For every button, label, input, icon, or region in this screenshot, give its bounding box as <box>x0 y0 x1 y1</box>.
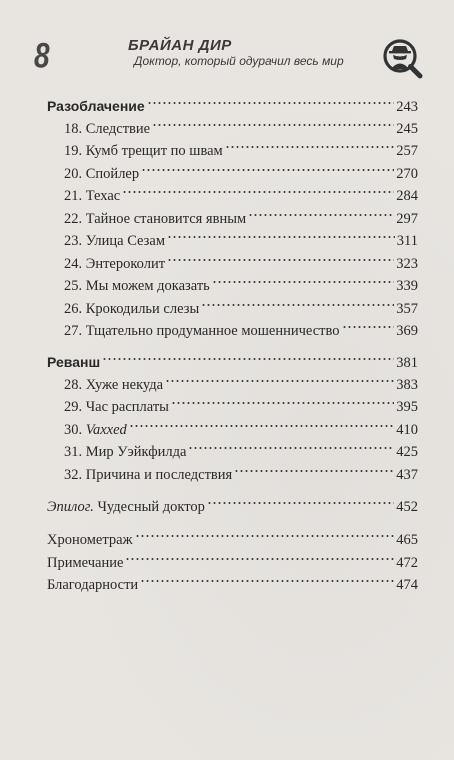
toc-section-heading <box>47 95 418 117</box>
chapter-number: 30. <box>64 421 86 438</box>
chapter-page: 410 <box>396 421 418 438</box>
chapter-page: 311 <box>396 233 418 249</box>
chapter-page: 270 <box>396 165 418 182</box>
toc-entry <box>64 275 418 297</box>
chapter-title: 24. Энтероколит <box>64 255 166 272</box>
epilogue-name: Чудесный доктор <box>93 499 205 515</box>
back-matter-title: Хронометраж <box>47 532 133 548</box>
chapter-title: 27. Тщательно продуманное мошенничество <box>64 323 340 339</box>
toc-entry <box>64 118 418 140</box>
toc-back-matter <box>47 574 418 596</box>
running-head-author: БРАЙАН ДИР <box>128 37 232 54</box>
back-matter-page: 472 <box>396 554 418 571</box>
dot-leader <box>207 498 394 508</box>
toc-entry <box>64 185 418 207</box>
toc-entry <box>64 208 418 230</box>
toc-back-matter <box>47 529 418 551</box>
dot-leader <box>152 120 394 130</box>
dot-leader <box>140 576 394 586</box>
chapter-title: 28. Хуже некуда <box>64 376 164 393</box>
section-page: 381 <box>396 355 418 371</box>
chapter-page: 383 <box>396 376 418 393</box>
chapter-page: 284 <box>396 188 418 204</box>
epilogue-label: Эпилог. <box>47 499 94 515</box>
dot-leader <box>201 300 394 310</box>
chapter-title: 29. Час расплаты <box>64 399 169 415</box>
toc-entry <box>64 374 418 396</box>
toc-entry <box>64 320 418 342</box>
toc-entry <box>64 464 418 486</box>
dot-leader <box>122 187 394 197</box>
chapter-title: 32. Причина и последствия <box>64 466 233 483</box>
dot-leader <box>165 376 394 386</box>
toc-entry <box>64 419 418 441</box>
chapter-title <box>64 419 127 441</box>
back-matter-page: 465 <box>396 532 418 548</box>
toc-epilogue <box>47 496 418 518</box>
dot-leader <box>188 443 394 453</box>
chapter-title: 22. Тайное становится явным <box>64 210 247 227</box>
dot-leader <box>147 98 395 108</box>
chapter-page: 323 <box>396 255 418 272</box>
chapter-page: 297 <box>396 210 418 227</box>
dot-leader <box>248 210 394 220</box>
chapter-title: 18. Следствие <box>64 120 151 137</box>
chapter-title: 20. Спойлер <box>64 165 140 182</box>
epilogue-title <box>47 496 205 518</box>
dot-leader <box>171 398 394 408</box>
toc-entry <box>64 253 418 275</box>
dot-leader <box>167 232 395 242</box>
toc-entry <box>64 298 418 320</box>
back-matter-title: Благодарности <box>47 577 139 593</box>
section-title: Разоблачение <box>47 98 145 114</box>
dot-leader <box>129 421 394 431</box>
section-page: 243 <box>396 99 418 115</box>
chapter-page: 369 <box>396 323 418 339</box>
chapter-page: 395 <box>396 399 418 415</box>
chapter-title: 23. Улица Сезам <box>64 233 165 249</box>
chapter-title: 25. Мы можем доказать <box>64 278 210 294</box>
chapter-title: 26. Крокодильи слезы <box>64 300 200 317</box>
dot-leader <box>342 322 395 332</box>
toc-entry <box>64 163 418 185</box>
chapter-title-italic: Vaxxed <box>85 421 127 438</box>
chapter-title: 19. Кумб трещит по швам <box>64 143 223 159</box>
dot-leader <box>141 165 394 175</box>
detective-silhouette-icon <box>380 36 424 80</box>
chapter-page: 245 <box>396 120 418 137</box>
section-title: Реванш <box>47 354 101 370</box>
dot-leader <box>225 142 395 152</box>
chapter-title: 31. Мир Уэйкфилда <box>64 444 187 460</box>
chapter-title: 21. Техас <box>64 188 121 204</box>
dot-leader <box>212 277 394 287</box>
toc-entry <box>64 441 418 463</box>
dot-leader <box>102 354 394 364</box>
toc-back-matter <box>47 552 418 574</box>
dot-leader <box>234 466 394 476</box>
back-matter-page: 474 <box>396 577 418 593</box>
toc-entry <box>64 140 418 162</box>
epilogue-page: 452 <box>396 499 418 515</box>
toc-section-heading <box>47 351 418 373</box>
chapter-page: 339 <box>396 278 418 294</box>
page-number: 8 <box>34 36 49 75</box>
toc-entry <box>64 230 418 252</box>
dot-leader <box>135 531 395 541</box>
dot-leader <box>125 554 394 564</box>
running-head-title: Доктор, который одурачил весь мир <box>134 54 344 68</box>
dot-leader <box>167 255 394 265</box>
chapter-page: 425 <box>396 444 418 460</box>
chapter-page: 257 <box>396 143 418 159</box>
back-matter-title: Примечание <box>47 554 124 571</box>
chapter-page: 437 <box>396 466 418 483</box>
toc-entry <box>64 396 418 418</box>
chapter-page: 357 <box>396 300 418 317</box>
